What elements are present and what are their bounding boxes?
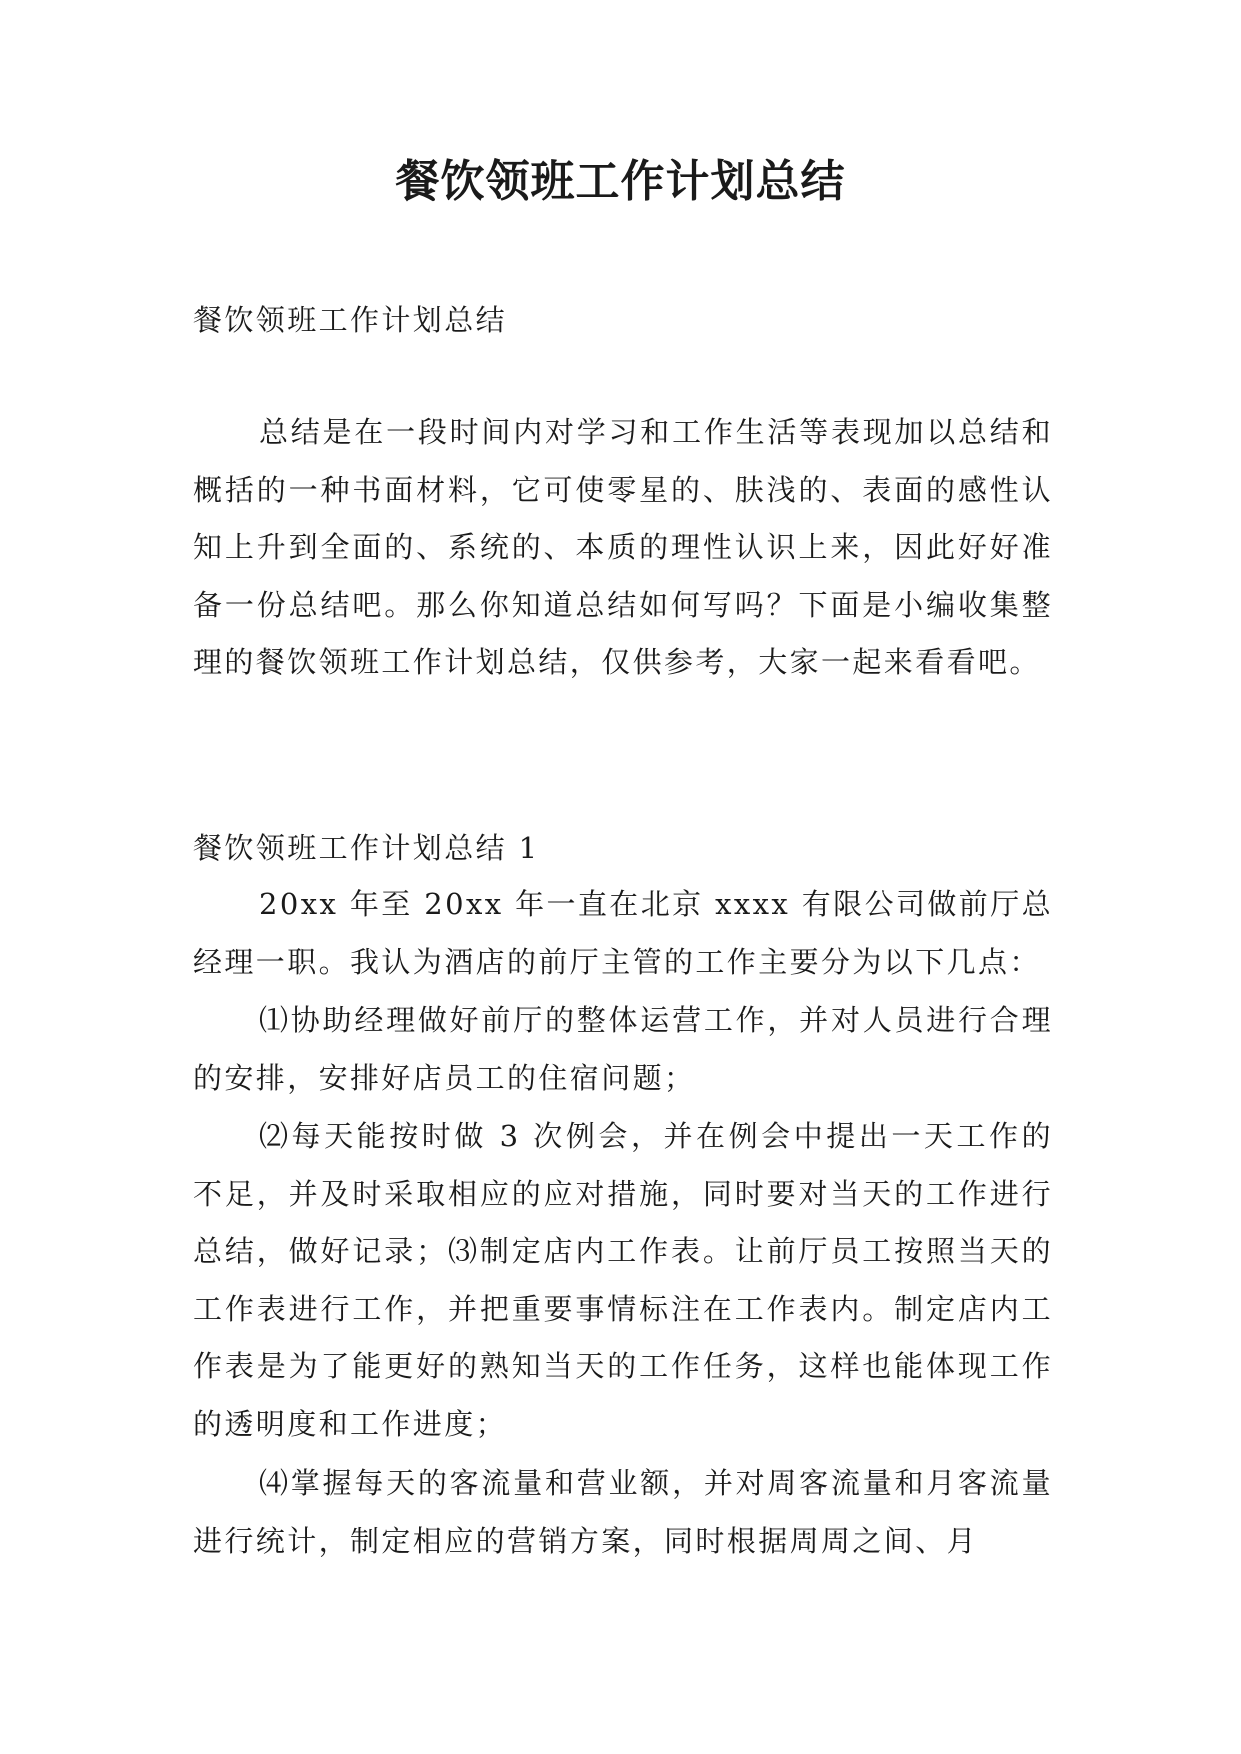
intro-paragraph: 总结是在一段时间内对学习和工作生活等表现加以总结和概括的一种书面材料，它可使零星的、肤浅的、表面的感性认知上升到全面的、系统的、本质的理性认识上来，因此好好准备一份总结吧。那么你知道总结如何写吗？下面是小编收集整理的餐饮领班工作计划总结，仅供参考，大家一起来看看吧。 (193, 415, 1053, 679)
document-subtitle: 餐饮领班工作计划总结 (193, 303, 508, 337)
section-heading: 餐饮领班工作计划总结 1 (193, 831, 540, 865)
list-item-2: ⑵每天能按时做 3 次例会，并在例会中提出一天工作的不足，并及时采取相应的应对措施，同时要对当天的工作进行总结，做好记录；⑶制定店内工作表。让前厅员工按照当天的工作表进行工作，并把重要事情标注在工作表内。制定店内工作表是为了能更好的熟知当天的工作任务，这样也能体现工作的透明度和工作进度； (193, 1119, 1053, 1441)
list-item-4: ⑷掌握每天的客流量和营业额，并对周客流量和月客流量进行统计，制定相应的营销方案，同时根据周周之间、月 (193, 1466, 1053, 1558)
document-title: 餐饮领班工作计划总结 (395, 156, 846, 207)
list-item-1: ⑴协助经理做好前厅的整体运营工作，并对人员进行合理的安排，安排好店员工的住宿问题； (193, 1003, 1053, 1095)
body-paragraph: 20xx 年至 20xx 年一直在北京 xxxx 有限公司做前厅总经理一职。我认为酒店的前厅主管的工作主要分为以下几点： (193, 887, 1053, 979)
